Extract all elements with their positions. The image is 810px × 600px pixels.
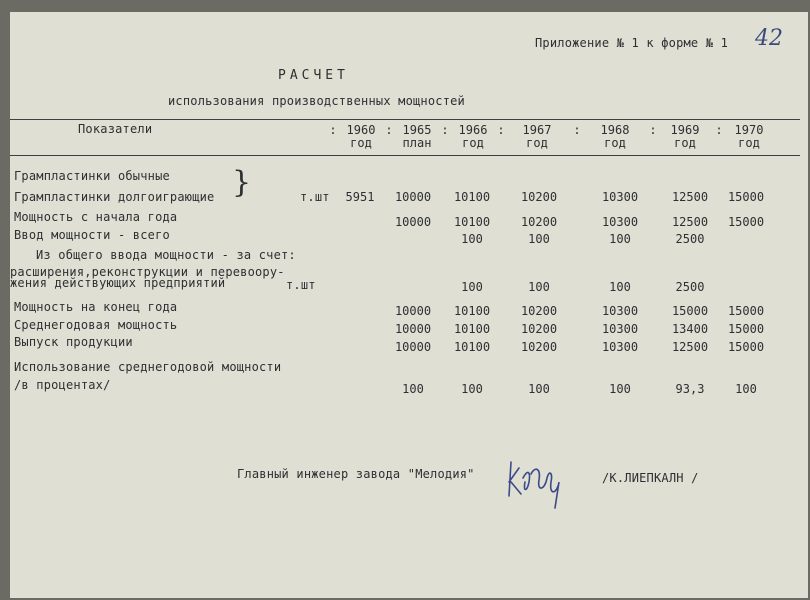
cell: 10200 — [520, 322, 558, 336]
cell: 15000 — [727, 190, 765, 204]
header-top-rule — [10, 119, 800, 120]
cell: 12500 — [671, 215, 709, 229]
cell: 10200 — [520, 340, 558, 354]
cell: 10000 — [394, 340, 432, 354]
row-label: Мощность с начала года — [14, 210, 178, 224]
cell: 100 — [609, 382, 631, 396]
annex-line: Приложение № 1 к форме № 1 — [535, 36, 729, 50]
cell: 10200 — [520, 215, 558, 229]
row-label-line2: жения действующих предприятий — [10, 276, 226, 290]
cell: 100 — [528, 280, 550, 294]
row-label: Грампластинки долгоиграющие — [14, 190, 215, 204]
cell: 10300 — [601, 322, 639, 336]
cell: 10100 — [453, 340, 491, 354]
col-sep: : — [385, 123, 393, 137]
row-label: Среднегодовая мощность — [14, 318, 178, 332]
cell: 13400 — [671, 322, 709, 336]
row-label-line2: /в процентах/ — [14, 378, 111, 392]
col-sep: : — [441, 123, 449, 137]
col-sep: : — [497, 123, 505, 137]
row-label: Мощность на конец года — [14, 300, 178, 314]
col-sep: : — [573, 123, 581, 137]
cell: 15000 — [727, 322, 765, 336]
handwritten-signature — [505, 452, 575, 512]
row-label: Из общего ввода мощности - за счет: — [36, 248, 296, 262]
cell: 12500 — [671, 190, 709, 204]
signatory-title: Главный инженер завода "Мелодия" — [237, 467, 475, 481]
row-label: Ввод мощности - всего — [14, 228, 170, 242]
signatory-name: /К.ЛИЕПКАЛН / — [602, 471, 699, 485]
cell: 10100 — [453, 322, 491, 336]
cell: 10100 — [453, 304, 491, 318]
col-header-1968: 1968 год — [600, 123, 630, 150]
row-label: Использование среднегодовой мощности — [14, 360, 282, 374]
cell: 10200 — [520, 304, 558, 318]
col-header-1965: 1965 план — [402, 123, 432, 150]
cell: 10000 — [394, 304, 432, 318]
col-header-1967: 1967 год — [522, 123, 552, 150]
cell: 100 — [402, 382, 424, 396]
cell: 12500 — [671, 340, 709, 354]
cell: 15000 — [671, 304, 709, 318]
cell: 100 — [528, 232, 550, 246]
cell: 10300 — [601, 215, 639, 229]
cell: 100 — [528, 382, 550, 396]
row-label: Грампластинки обычные — [14, 169, 170, 183]
cell: 100 — [461, 232, 483, 246]
cell: 100 — [609, 280, 631, 294]
cell: 10300 — [601, 304, 639, 318]
cell: 93,3 — [675, 382, 705, 396]
cell: 100 — [609, 232, 631, 246]
cell: 15000 — [727, 340, 765, 354]
col-sep: : — [329, 123, 337, 137]
col-header-1969: 1969 год — [670, 123, 700, 150]
header-bottom-rule — [10, 155, 800, 156]
col-sep: : — [649, 123, 657, 137]
cell: 10300 — [601, 340, 639, 354]
cell: 100 — [461, 280, 483, 294]
cell: 10100 — [453, 190, 491, 204]
cell: 10000 — [394, 322, 432, 336]
row-label-line1: расширения,реконструкции и перевоору- — [10, 265, 285, 279]
row-unit: т.шт — [300, 190, 330, 204]
col-header-1966: 1966 год — [458, 123, 488, 150]
document-title: РАСЧЕТ — [278, 68, 349, 83]
cell: 15000 — [727, 215, 765, 229]
col-sep: : — [715, 123, 723, 137]
col-header-1970: 1970 год — [734, 123, 764, 150]
row-label: Выпуск продукции — [14, 335, 133, 349]
cell: 5951 — [345, 190, 375, 204]
cell: 100 — [461, 382, 483, 396]
grouping-brace: } — [232, 165, 252, 200]
cell: 10200 — [520, 190, 558, 204]
cell: 10000 — [394, 215, 432, 229]
cell: 2500 — [675, 232, 705, 246]
cell: 100 — [735, 382, 757, 396]
cell: 2500 — [675, 280, 705, 294]
cell: 10300 — [601, 190, 639, 204]
page-number: 42 — [755, 26, 783, 51]
cell: 10000 — [394, 190, 432, 204]
document-page — [10, 12, 808, 598]
cell: 15000 — [727, 304, 765, 318]
col-header-indicator: Показатели — [78, 122, 153, 136]
document-subtitle: использования производственных мощностей — [168, 94, 465, 108]
row-unit: т.шт — [286, 278, 316, 292]
col-header-1960: 1960 год — [346, 123, 376, 150]
cell: 10100 — [453, 215, 491, 229]
